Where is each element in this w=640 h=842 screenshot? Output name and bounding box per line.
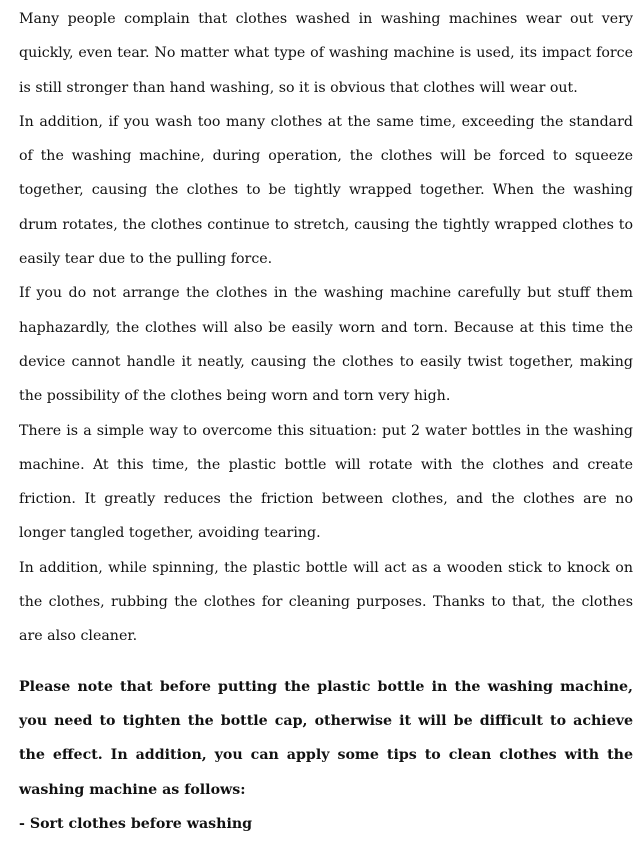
document-body xyxy=(19,2,633,841)
tip-heading: - Sort clothes before washing xyxy=(19,815,253,832)
paragraph-water-bottles: There is a simple way to overcome this situation: put 2 water bottles in the washing machine. At this time, the plastic bottle will rotate with the clothes and create friction. It greatly reduces the friction between clothes, and the clothes are no longer tangled together, avoiding tearing. xyxy=(19,422,633,542)
paragraph-arrangement: If you do not arrange the clothes in the washing machine carefully but stuff them haphazardly, the clothes will also be easily worn and torn. Because at this time the device cannot handle it neatly, causing the clothes to easily twist together, making the possibility of the clothes being worn and torn very high. xyxy=(19,285,633,405)
paragraph-overloading: In addition, if you wash too many clothes at the same time, exceeding the standard of the washing machine, during operation, the clothes will be forced to squeeze together, causing the clothes to be tightly wrapped together. When the washing drum rotates, the clothes continue to stretch, causing the tightly wrapped clothes to easily tear due to the pulling force. xyxy=(19,113,633,268)
paragraph-spinning: In addition, while spinning, the plastic bottle will act as a wooden stick to knock on the clothes, rubbing the clothes for cleaning purposes. Thanks to that, the clothes are also cleaner. xyxy=(19,559,633,645)
note-paragraph: Please note that before putting the plastic bottle in the washing machine, you need to tighten the bottle cap, otherwise it will be difficult to achieve the effect. In addition, you can apply some tips to clean clothes with the washing machine as follows: xyxy=(19,678,633,798)
paragraph-wear-out: Many people complain that clothes washed in washing machines wear out very quickly, even tear. No matter what type of washing machine is used, its impact force is still stronger than hand washing, so it is obvious that clothes will wear out. xyxy=(19,11,633,96)
